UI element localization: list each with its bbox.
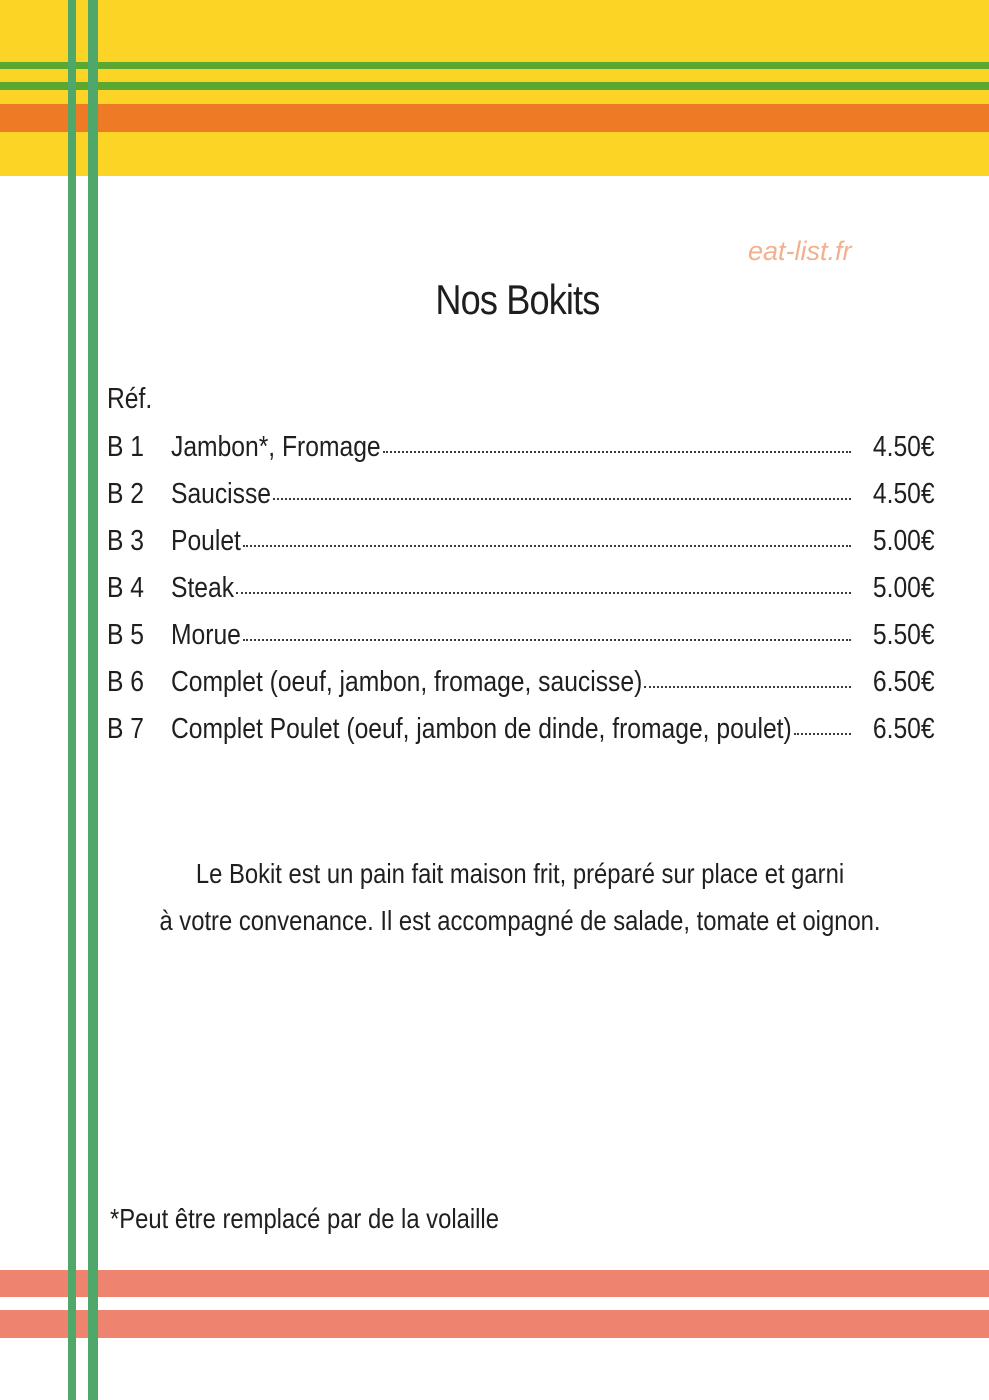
dotted-leader [243,545,851,547]
menu-item-name-box [171,472,271,516]
menu-item-price: 4.50€ [872,431,935,463]
menu-item-name: Morue [171,619,241,651]
menu-item-price: 6.50€ [872,713,935,745]
menu-item-ref: B 2 [107,478,145,510]
menu-item-name-wrap [171,566,851,610]
menu-item-name: Steak [171,572,235,604]
dotted-leader [236,592,851,594]
menu-item-name: Poulet [171,525,241,557]
bottom-salmon-stripe [0,1310,989,1338]
bokit-description [90,850,950,944]
menu-item-name: Complet (oeuf, jambon, fromage, saucisse) [171,666,643,698]
menu-item-ref: B 7 [107,713,145,745]
menu-item-name-box [171,425,381,469]
menu-item-price: 6.50€ [872,666,935,698]
menu-item-price: 5.00€ [872,572,935,604]
menu-item-ref: B 1 [107,431,145,463]
bottom-salmon-stripe [0,1270,989,1297]
menu-item-name: Saucisse [171,478,272,510]
description-line: à votre convenance. Il est accompagné de salade, tomate et oignon. [159,905,881,936]
menu-item-ref: B 4 [107,572,145,604]
dotted-leader [243,639,851,641]
menu-item-name: Jambon*, Fromage [171,431,381,463]
description-line: Le Bokit est un pain fait maison frit, préparé sur place et garni [195,858,845,889]
dotted-leader [794,733,851,735]
page-title: Nos Bokits [435,276,600,323]
menu-item-ref: B 3 [107,525,145,557]
menu-item-name-wrap [171,425,851,469]
menu-item-price: 4.50€ [872,478,935,510]
dotted-leader [273,498,851,500]
menu-item-name-box [171,613,241,657]
menu-item-name-wrap [171,660,851,704]
top-orange-stripe [0,104,989,132]
menu-item-name-wrap [171,707,851,751]
menu-item-name-wrap [171,613,851,657]
top-green-stripe [0,82,989,90]
menu-item-price: 5.50€ [872,619,935,651]
top-green-stripe [0,62,989,69]
dotted-leader [644,686,851,688]
menu-item-name-box [171,519,241,563]
menu-list [107,425,935,754]
left-green-vertical-stripe [68,0,76,1400]
menu-item-name-box [171,660,642,704]
menu-item-price: 5.00€ [872,525,935,557]
menu-item [107,613,935,660]
menu-item-name-box [171,707,792,751]
menu-item-name-wrap [171,519,851,563]
menu-item [107,425,935,472]
menu-item-name-box [171,566,234,610]
menu-item-name: Complet Poulet (oeuf, jambon de dinde, fromage, poulet) [171,713,792,745]
menu-item [107,660,935,707]
menu-item [107,519,935,566]
menu-item-ref: B 5 [107,619,145,651]
ref-column-header: Réf. [107,383,153,415]
watermark: eat-list.fr [748,236,852,266]
dotted-leader [383,451,851,453]
footnote: *Peut être remplacé par de la volaille [110,1203,499,1234]
menu-item [107,472,935,519]
menu-item-ref: B 6 [107,666,145,698]
menu-item [107,707,935,754]
menu-item [107,566,935,613]
menu-item-name-wrap [171,472,851,516]
left-green-vertical-stripe [88,0,98,1400]
